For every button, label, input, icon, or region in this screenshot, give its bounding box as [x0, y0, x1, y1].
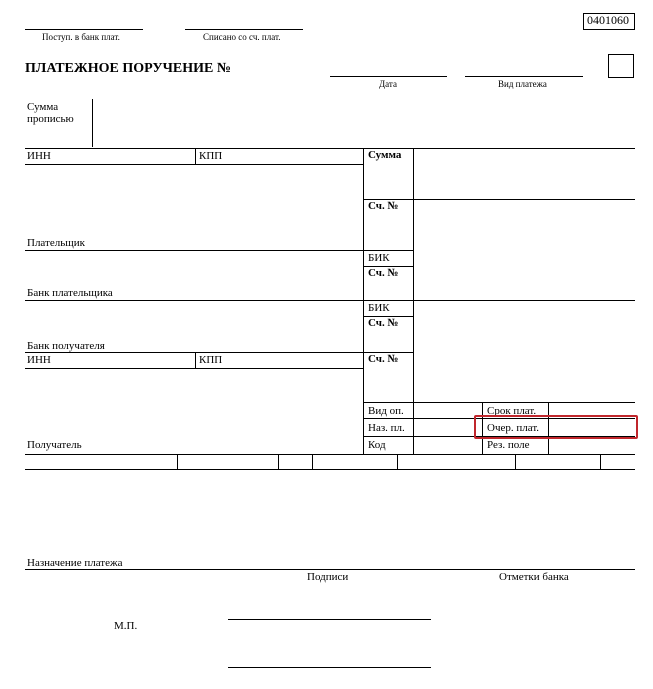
- grid-line-300: [25, 300, 635, 301]
- signature-line-1: [228, 619, 431, 620]
- signatures-label: Подписи: [307, 571, 349, 583]
- priority-label: Очер. плат.: [487, 422, 540, 434]
- grid-line-402: [363, 402, 635, 403]
- recipient-bik-label: БИК: [368, 302, 390, 314]
- grid-line-164: [25, 164, 363, 165]
- payer-account-label: Сч. №: [368, 200, 399, 212]
- payer-bik-label: БИК: [368, 252, 390, 264]
- recipient-account-label: Сч. №: [368, 353, 399, 365]
- tax-divider-3: [312, 454, 313, 469]
- recipient-inn-label: ИНН: [27, 354, 51, 366]
- payment-type-line: [465, 76, 583, 77]
- recipient-label: Получатель: [27, 439, 82, 451]
- code-label: Код: [368, 439, 386, 451]
- grid-line-199: [363, 199, 635, 200]
- status-box: [608, 54, 634, 78]
- amount-words-divider: [92, 99, 93, 147]
- deadline-label: Срок плат.: [487, 405, 537, 417]
- kpp-divider-top: [195, 148, 196, 164]
- tax-divider-5: [515, 454, 516, 469]
- tax-divider-1: [177, 454, 178, 469]
- sum-label: Сумма: [368, 149, 402, 161]
- form-code: 0401060: [587, 13, 629, 27]
- tax-divider-2: [278, 454, 279, 469]
- date-label: Дата: [379, 79, 397, 89]
- grid-line-352: [25, 352, 413, 353]
- bank-received-label: Поступ. в банк плат.: [42, 32, 120, 42]
- grid-line-454: [25, 454, 635, 455]
- page-title: ПЛАТЕЖНОЕ ПОРУЧЕНИЕ №: [25, 61, 231, 76]
- tax-divider-4: [397, 454, 398, 469]
- grid-line-250: [25, 250, 413, 251]
- op-type-label: Вид оп.: [368, 405, 404, 417]
- payment-purpose-label: Назначение платежа: [27, 557, 123, 569]
- payer-inn-label: ИНН: [27, 150, 51, 162]
- recipient-bank-account-label: Сч. №: [368, 317, 399, 329]
- purpose-code-label: Наз. пл.: [368, 422, 405, 434]
- grid-line-569: [25, 569, 635, 570]
- grid-line-368: [25, 368, 363, 369]
- amount-in-words-label: Сумма прописью: [27, 101, 74, 125]
- kpp-divider-bottom: [195, 352, 196, 368]
- payer-bank-label: Банк плательщика: [27, 287, 113, 299]
- mid-column-left: [363, 148, 364, 454]
- signature-line-2: [228, 667, 431, 668]
- grid-line-148: [25, 148, 635, 149]
- priority-highlight: [474, 415, 638, 439]
- debited-label: Списано со сч. плат.: [203, 32, 281, 42]
- grid-line-469: [25, 469, 635, 470]
- payer-kpp-label: КПП: [199, 150, 223, 162]
- payment-type-label: Вид платежа: [498, 79, 547, 89]
- debited-line: [185, 29, 303, 30]
- recipient-bank-label: Банк получателя: [27, 340, 105, 352]
- payer-label: Плательщик: [27, 237, 85, 249]
- payer-bank-account-label: Сч. №: [368, 267, 399, 279]
- bank-received-line: [25, 29, 143, 30]
- mid-column-right: [413, 148, 414, 454]
- reserve-label: Рез. поле: [487, 439, 530, 451]
- bank-marks-label: Отметки банка: [499, 571, 569, 583]
- tax-divider-6: [600, 454, 601, 469]
- stamp-label: М.П.: [114, 620, 138, 632]
- date-line: [330, 76, 447, 77]
- recipient-kpp-label: КПП: [199, 354, 223, 366]
